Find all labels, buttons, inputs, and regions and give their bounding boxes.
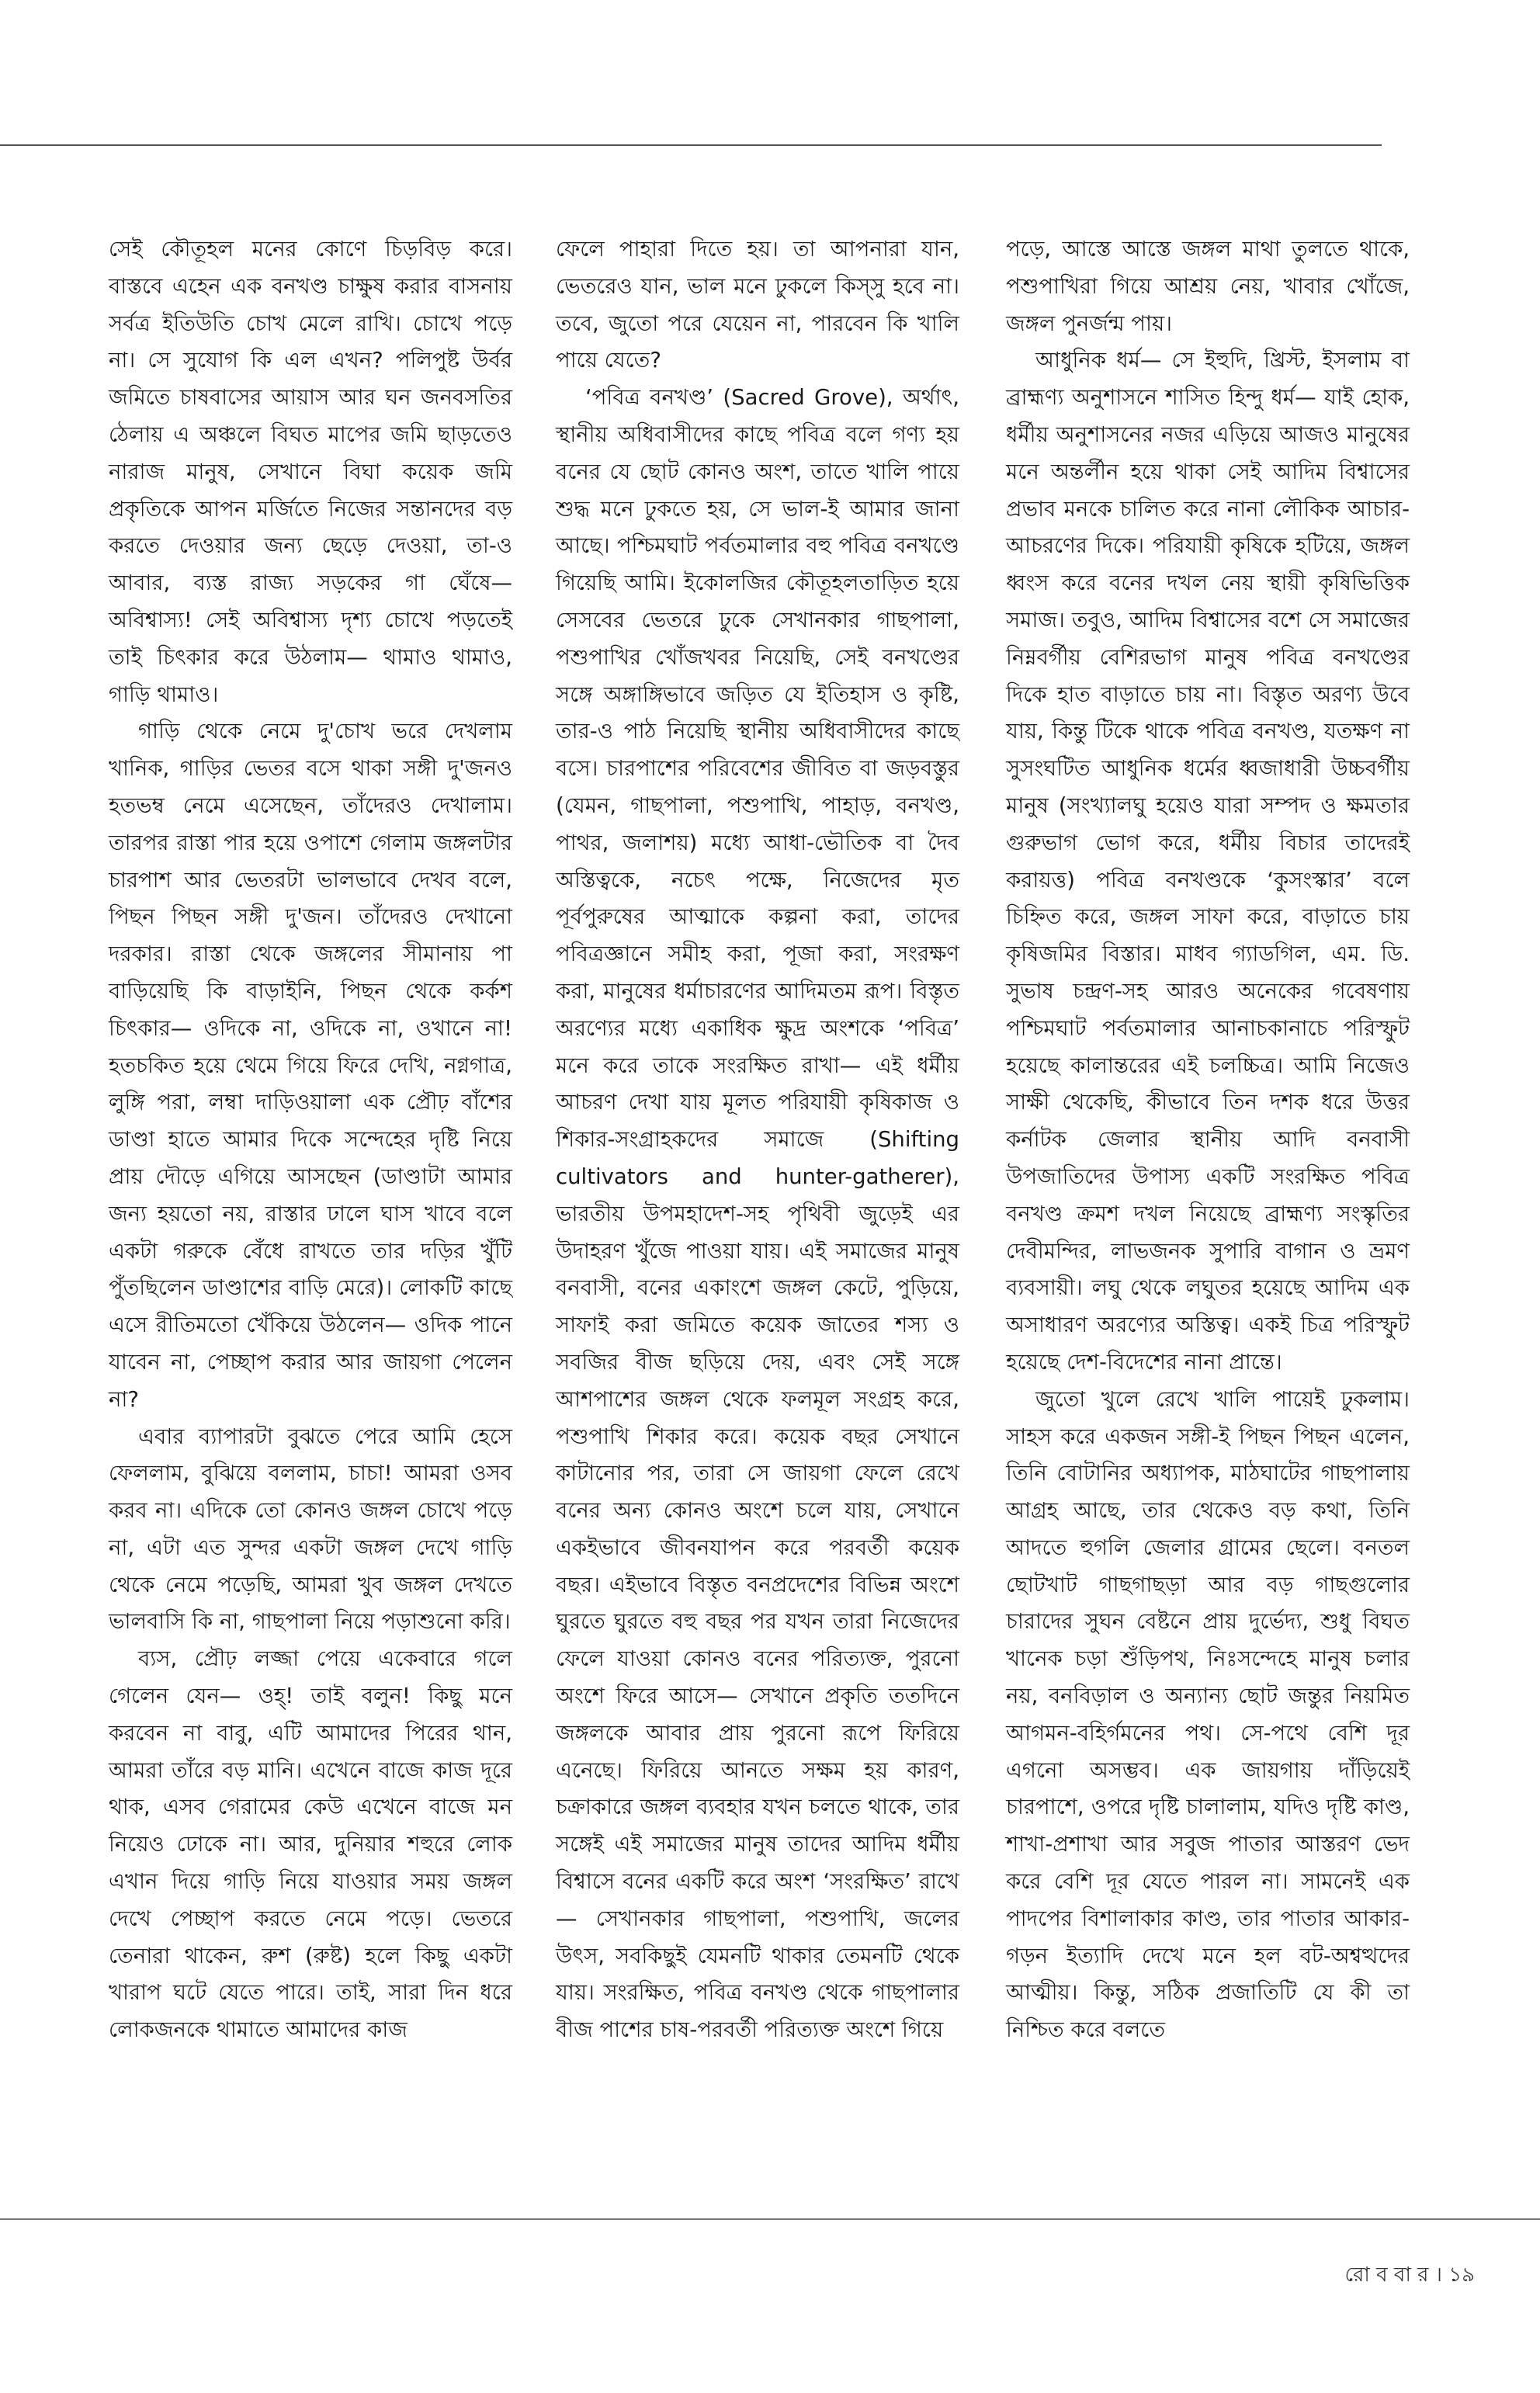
article-column-3 xyxy=(1006,231,1410,2049)
top-rule xyxy=(0,144,1382,146)
page-footer: রো ব বা র । ১৯ xyxy=(1344,2263,1475,2287)
paragraph: জুতো খুলে রেখে খালি পায়েই ঢুকলাম। সাহস করে একজন সঙ্গী-ই পিছন পিছন এলেন, তিনি বোটানির অধ্যাপক, মাঠঘাটের গাছপালায় আগ্রহ আছে, তার থেকেও বড় কথা, তিনি আদতে হুগলি জেলার গ্রামের ছেলে। বনতল ছোটখাট গাছগাছড়া আর বড় গাছগুলোর চারাদের সুঘন বেষ্টনে প্রায় দুর্ভেদ্য, শুধু বিঘত খানেক চড়া শুঁড়িপথ, নিঃসন্দেহে মানুষ চলার নয়, বনবিড়াল ও অন্যান্য ছোট জন্তুর নিয়মিত আগমন-বহির্গমনের পথ। সে-পথে বেশি দূর এগনো অসম্ভব। এক জায়গায় দাঁড়িয়েই চারপাশে, ওপরে দৃষ্টি চালালাম, যদিও দৃষ্টি কাণ্ড, শাখা-প্রশাখা আর সবুজ পাতার আস্তরণ ভেদ করে বেশি দূর যেতে পারল না। সামনেই এক পাদপের বিশালাকার কাণ্ড, তার পাতার আকার-গড়ন ইত্যাদি দেখে মনে হল বট-অশ্বত্থদের আত্মীয়। কিন্তু, সঠিক প্রজাতিটি যে কী তা নিশ্চিত করে বলতে xyxy=(1006,1386,1410,2043)
article-column-2 xyxy=(556,231,959,2049)
paragraph: গাড়ি থেকে নেমে দু'চোখ ভরে দেখলাম খানিক, গাড়ির ভেতর বসে থাকা সঙ্গী দু'জনও হতভম্ব নেমে এসেছেন, তাঁদেরও দেখালাম। তারপর রাস্তা পার হয়ে ওপাশে গেলাম জঙ্গলটার চারপাশ আর ভেতরটা ভালভাবে দেখব বলে, পিছন পিছন সঙ্গী দু'জন। তাঁদেরও দেখানো দরকার। রাস্তা থেকে জঙ্গলের সীমানায় পা বাড়িয়েছি কি বাড়াইনি, পিছন থেকে কর্কশ চিৎকার— ওদিকে না, ওদিকে না, ওখানে না! হতচকিত হয়ে থেমে গিয়ে ফিরে দেখি, নগ্নগাত্র, লুঙ্গি পরা, লম্বা দাড়িওয়ালা এক প্রৌঢ় বাঁশের ডাণ্ডা হাতে আমার দিকে সন্দেহের দৃষ্টি নিয়ে প্রায় দৌড়ে এগিয়ে আসছেন (ডাণ্ডাটা আমার জন্য হয়তো নয়, রাস্তার ঢালে ঘাস খাবে বলে একটা গরুকে বেঁধে রাখতে তার দড়ির খুঁটি পুঁতছিলেন ডাণ্ডাশের বাড়ি মেরে)। লোকটি কাছে এসে রীতিমতো খেঁকিয়ে উঠলেন— ওদিক পানে যাবেন না, পেচ্ছাপ করার আর জায়গা পেলেন না? xyxy=(109,719,512,1412)
paragraph: পড়ে, আস্তে আস্তে জঙ্গল মাথা তুলতে থাকে, পশুপাখিরা গিয়ে আশ্রয় নেয়, খাবার খোঁজে, জঙ্গল পুনর্জন্ম পায়। xyxy=(1006,237,1410,336)
paragraph: ‘পবিত্র বনখণ্ড’ (Sacred Grove), অর্থাৎ, স্থানীয় অধিবাসীদের কাছে পবিত্র বলে গণ্য হয় বনের যে ছোট কোনও অংশ, তাতে খালি পায়ে শুদ্ধ মনে ঢুকতে হয়, সে ভাল-ই আমার জানা আছে। পশ্চিমঘাট পর্বতমালার বহু পবিত্র বনখণ্ডে গিয়েছি আমি। ইকোলজির কৌতূহলতাড়িত হয়ে সেসবের ভেতরে ঢুকে সেখানকার গাছপালা, পশুপাখির খোঁজখবর নিয়েছি, সেই বনখণ্ডের সঙ্গে অঙ্গাঙ্গিভাবে জড়িত যে ইতিহাস ও কৃষ্টি, তার-ও পাঠ নিয়েছি স্থানীয় অধিবাসীদের কাছে বসে। চারপাশের পরিবেশের জীবিত বা জড়বস্তুর (যেমন, গাছপালা, পশুপাখি, পাহাড়, বনখণ্ড, পাথর, জলাশয়) মধ্যে আধা-ভৌতিক বা দৈব অস্তিত্বকে, নচেৎ পক্ষে, নিজেদের মৃত পূর্বপুরুষের আত্মাকে কল্পনা করা, তাদের পবিত্রজ্ঞানে সমীহ করা, পূজা করা, সংরক্ষণ করা, মানুষের ধর্মাচারণের আদিমতম রূপ। বিস্তৃত অরণ্যের মধ্যে একাধিক ক্ষুদ্র অংশকে ‘পবিত্র’ মনে করে তাকে সংরক্ষিত রাখা— এই ধর্মীয় আচরণ দেখা যায় মূলত পরিযায়ী কৃষিকাজ ও শিকার-সংগ্রাহকদের সমাজে (Shifting cultivators and hunter-gatherer), ভারতীয় উপমহাদেশ-সহ পৃথিবী জুড়েই এর উদাহরণ খুঁজে পাওয়া যায়। এই সমাজের মানুষ বনবাসী, বনের একাংশে জঙ্গল কেটে, পুড়িয়ে, সাফাই করা জমিতে কয়েক জাতের শস্য ও সবজির বীজ ছড়িয়ে দেয়, এবং সেই সঙ্গে আশপাশের জঙ্গল থেকে ফলমূল সংগ্রহ করে, পশুপাখি শিকার করে। কয়েক বছর সেখানে কাটানোর পর, তারা সে জায়গা ফেলে রেখে বনের অন্য কোনও অংশে চলে যায়, সেখানে একইভাবে জীবনযাপন করে পরবর্তী কয়েক বছর। এইভাবে বিস্তৃত বনপ্রদেশের বিভিন্ন অংশে ঘুরতে ঘুরতে বহু বছর পর যখন তারা নিজেদের ফেলে যাওয়া কোনও বনের পরিত্যক্ত, পুরনো অংশে ফিরে আসে— সেখানে প্রকৃতি ততদিনে জঙ্গলকে আবার প্রায় পুরনো রূপে ফিরিয়ে এনেছে। ফিরিয়ে আনতে সক্ষম হয় কারণ, চক্রাকারে জঙ্গল ব্যবহার যখন চলতে থাকে, তার সঙ্গেই এই সমাজের মানুষ তাদের আদিম ধর্মীয় বিশ্বাসে বনের একটি করে অংশ ‘সংরক্ষিত’ রাখে— সেখানকার গাছপালা, পশুপাখি, জলের উৎস, সবকিছুই যেমনটি থাকার তেমনটি থেকে যায়। সংরক্ষিত, পবিত্র বনখণ্ড থেকে গাছপালার বীজ পাশের চাষ-পরবর্তী পরিত্যক্ত অংশে গিয়ে xyxy=(556,385,959,2043)
paragraph: আধুনিক ধর্ম— সে ইহুদি, খ্রিস্ট, ইসলাম বা ব্রাহ্মণ্য অনুশাসনে শাসিত হিন্দু ধর্ম— যাই হোক, ধর্মীয় অনুশাসনের নজর এড়িয়ে আজও মানুষের মনে অন্তর্লীন হয়ে থাকা সেই আদিম বিশ্বাসের প্রভাব মনকে চালিত করে নানা লৌকিক আচার-আচরণের দিকে। পরিযায়ী কৃষিকে হটিয়ে, জঙ্গল ধ্বংস করে বনের দখল নেয় স্থায়ী কৃষিভিত্তিক সমাজ। তবুও, আদিম বিশ্বাসের বশে সে সমাজের নিম্নবর্গীয় বেশিরভাগ মানুষ পবিত্র বনখণ্ডের দিকে হাত বাড়াতে চায় না। বিস্তৃত অরণ্য উবে যায়, কিন্তু টিকে থাকে পবিত্র বনখণ্ড, যতক্ষণ না সুসংঘটিত আধুনিক ধর্মের ধ্বজাধারী উচ্চবর্গীয় মানুষ (সংখ্যালঘু হয়েও যারা সম্পদ ও ক্ষমতার গুরুভাগ ভোগ করে, ধর্মীয় বিচার তাদেরই করায়ত্ত) পবিত্র বনখণ্ডকে ‘কুসংস্কার’ বলে চিহ্নিত করে, জঙ্গল সাফা করে, বাড়াতে চায় কৃষিজমির বিস্তার। মাধব গ্যাডগিল, এম. ডি. সুভাষ চন্দ্রণ-সহ আরও অনেকের গবেষণায় পশ্চিমঘাট পর্বতমালার আনাচকানাচে পরিস্ফুট হয়েছে কালান্তরের এই চলচ্চিত্র। আমি নিজেও সাক্ষী থেকেছি, কীভাবে তিন দশক ধরে উত্তর কর্নাটক জেলার স্থানীয় আদি বনবাসী উপজাতিদের উপাস্য একটি সংরক্ষিত পবিত্র বনখণ্ড ক্রমশ দখল নিয়েছে ব্রাহ্মণ্য সংস্কৃতির দেবীমন্দির, লাভজনক সুপারি বাগান ও ভ্রমণ ব্যবসায়ী। লঘু থেকে লঘুতর হয়েছে আদিম এক অসাধারণ অরণ্যের অস্তিত্ব। একই চিত্র পরিস্ফুট হয়েছে দেশ-বিদেশের নানা প্রান্তে। xyxy=(1006,348,1410,1375)
paragraph: সেই কৌতূহল মনের কোণে চিড়বিড় করে। বাস্তবে এহেন এক বনখণ্ড চাক্ষুষ করার বাসনায় সর্বত্র ইতিউতি চোখ মেলে রাখি। চোখে পড়ে না। সে সুযোগ কি এল এখন? পলিপুষ্ট উর্বর জমিতে চাষবাসের আয়াস আর ঘন জনবসতির ঠেলায় এ অঞ্চলে বিঘত মাপের জমি ছাড়তেও নারাজ মানুষ, সেখানে বিঘা কয়েক জমি প্রকৃতিকে আপন মর্জিতে নিজের সন্তানদের বড় করতে দেওয়ার জন্য ছেড়ে দেওয়া, তা-ও আবার, ব্যস্ত রাজ্য সড়কের গা ঘেঁষে— অবিশ্বাস্য! সেই অবিশ্বাস্য দৃশ্য চোখে পড়তেই তাই চিৎকার করে উঠলাম— থামাও থামাও, গাড়ি থামাও। xyxy=(109,237,512,707)
paragraph: ব্যস, প্রৌঢ় লজ্জা পেয়ে একেবারে গলে গেলেন যেন— ওহ্! তাই বলুন! কিছু মনে করবেন না বাবু, এটি আমাদের পিরের থান, আমরা তাঁরে বড় মানি। এখেনে বাজে কাজ দূরে থাক, এসব গেরামের কেউ এখেনে বাজে মন নিয়েও ঢোকে না। আর, দুনিয়ার শহুরে লোক এখান দিয়ে গাড়ি নিয়ে যাওয়ার সময় জঙ্গল দেখে পেচ্ছাপ করতে নেমে পড়ে। ভেতরে তেনারা থাকেন, রুশ (রুষ্ট) হলে কিছু একটা খারাপ ঘটে যেতে পারে। তাই, সারা দিন ধরে লোকজনকে থামাতে আমাদের কাজ xyxy=(109,1646,512,2043)
paragraph: ফেলে পাহারা দিতে হয়। তা আপনারা যান, ভেতরেও যান, ভাল মনে ঢুকলে কিস্‌সু হবে না। তবে, জুতো পরে যেয়েন না, পারবেন কি খালি পায়ে যেতে? xyxy=(556,237,959,373)
bottom-rule xyxy=(0,2218,1540,2220)
paragraph: এবার ব্যাপারটা বুঝতে পেরে আমি হেসে ফেললাম, বুঝিয়ে বললাম, চাচা! আমরা ওসব করব না। এদিকে তো কোনও জঙ্গল চোখে পড়ে না, এটা এত সুন্দর একটা জঙ্গল দেখে গাড়ি থেকে নেমে পড়েছি, আমরা খুব জঙ্গল দেখতে ভালবাসি কি না, গাছপালা নিয়ে পড়াশুনো করি। xyxy=(109,1424,512,1635)
article-column-1 xyxy=(109,231,512,2049)
